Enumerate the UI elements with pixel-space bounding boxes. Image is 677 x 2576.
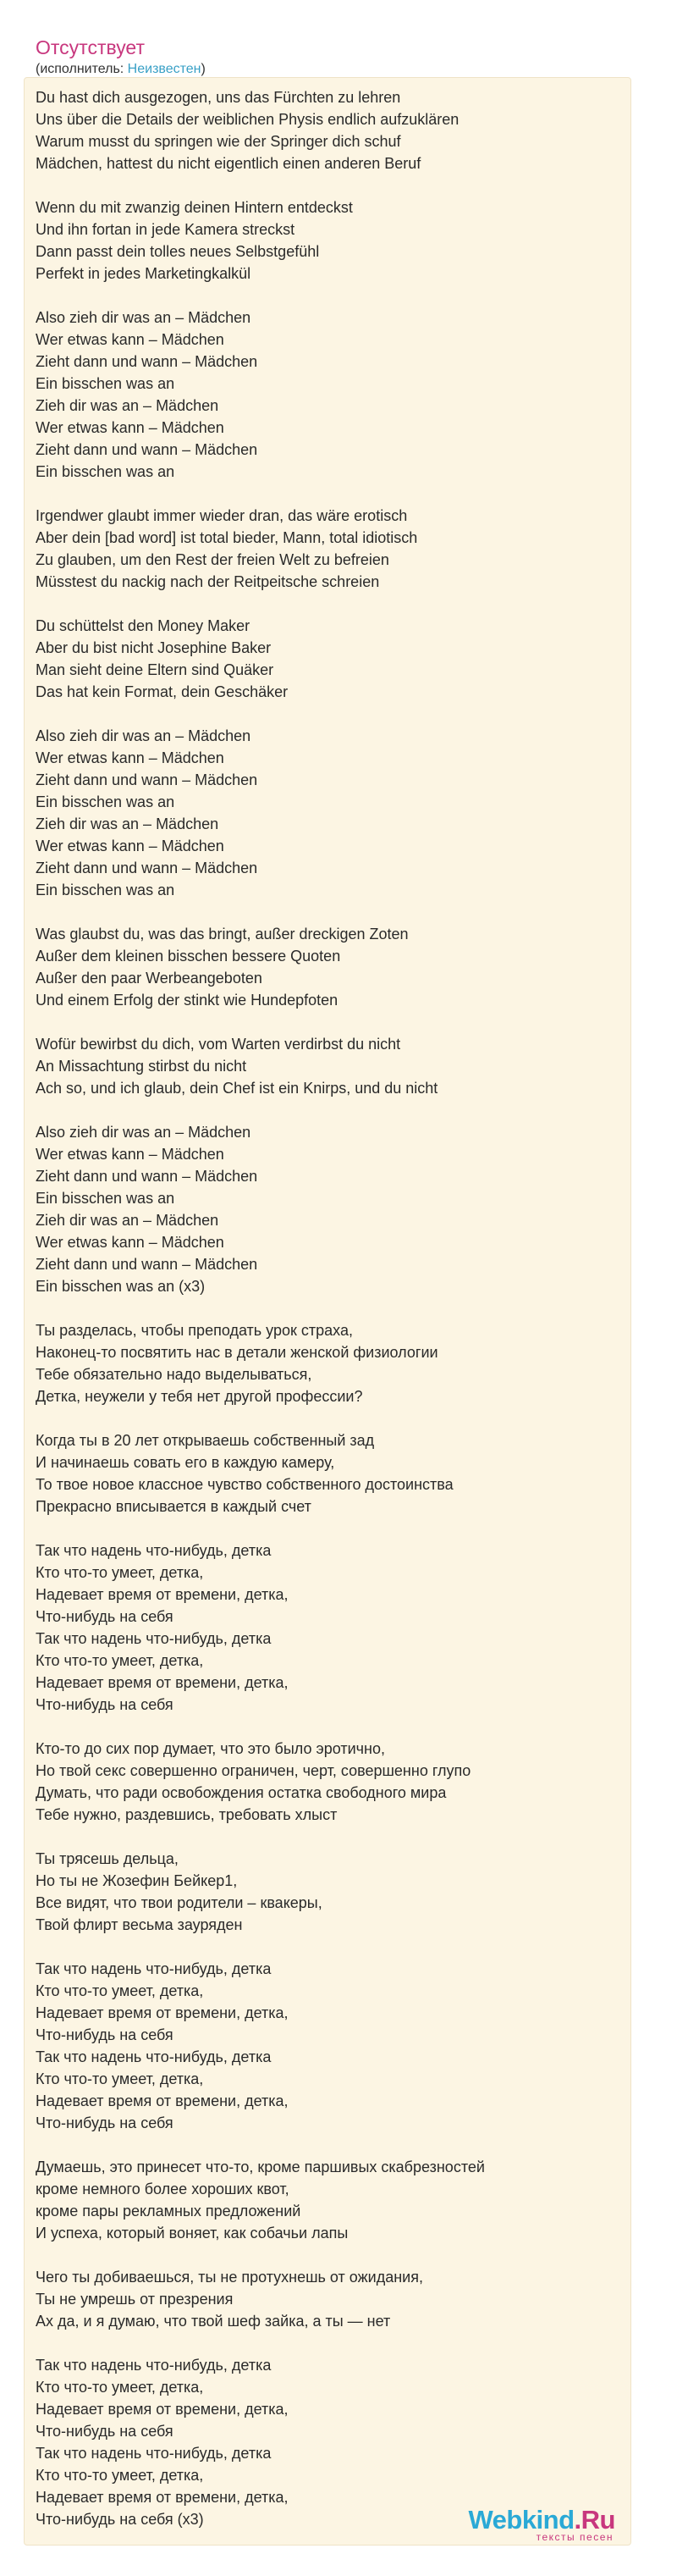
lyrics-line: И успеха, который воняет, как собачьи лапы [36, 2225, 349, 2242]
lyrics-line: Mädchen, hattest du nicht eigentlich einen anderen Beruf [36, 155, 421, 172]
lyrics-line: Что-нибудь на себя [36, 2026, 173, 2043]
lyrics-stanza [36, 307, 485, 483]
lyrics-line: Думаешь, это принесет что-то, кроме паршивых скабрезностей [36, 2159, 485, 2175]
lyrics-line: Zieht dann und wann – Mädchen [36, 1168, 258, 1185]
lyrics-line: Прекрасно вписывается в каждый счет [36, 1498, 311, 1515]
lyrics-line: Так что надень что-нибудь, детка [36, 2048, 272, 2065]
lyrics-line: Müsstest du nackig nach der Reitpeitsche schreien [36, 573, 380, 590]
lyrics-stanza [36, 86, 485, 174]
lyrics-line: Was glaubst du, was das bringt, außer dreckigen Zoten [36, 926, 409, 943]
lyrics-line: Но твой секс совершенно ограничен, черт, совершенно глупо [36, 1762, 471, 1779]
lyrics-stanza [36, 1738, 485, 1826]
lyrics-stanza [36, 1958, 485, 2134]
lyrics-stanza [36, 1848, 485, 1936]
lyrics-line: Zieh dir was an – Mädchen [36, 397, 219, 414]
lyrics-text [36, 86, 485, 2552]
lyrics-stanza [36, 505, 485, 593]
lyrics-line: Also zieh dir was an – Mädchen [36, 309, 251, 326]
lyrics-line: Wer etwas kann – Mädchen [36, 331, 224, 348]
lyrics-line: Außer den paar Werbeangeboten [36, 970, 262, 987]
lyrics-line: Das hat kein Format, dein Geschäker [36, 683, 289, 700]
lyrics-line: Zieht dann und wann – Mädchen [36, 441, 258, 458]
lyrics-line: Zieht dann und wann – Mädchen [36, 860, 258, 876]
lyrics-line: И начинаешь совать его в каждую камеру, [36, 1454, 335, 1471]
lyrics-line: Aber dein [bad word] ist total bieder, Mann, total idiotisch [36, 529, 418, 546]
lyrics-line: Und einem Erfolg der stinkt wie Hundepfoten [36, 992, 338, 1009]
lyrics-line: Ты трясешь дельца, [36, 1850, 179, 1867]
lyrics-stanza [36, 196, 485, 285]
lyrics-line: Кто что-то умеет, детка, [36, 1652, 204, 1669]
lyrics-line: Ах да, и я думаю, что твой шеф зайка, а ты — нет [36, 2313, 391, 2330]
song-title: Отсутствует [36, 36, 145, 58]
lyrics-line: Кто что-то умеет, детка, [36, 2379, 204, 2396]
lyrics-line: Zieht dann und wann – Mädchen [36, 771, 258, 788]
lyrics-line: Warum musst du springen wie der Springer dich schuf [36, 133, 401, 150]
lyrics-stanza [36, 725, 485, 901]
webkind-logo[interactable] [468, 2506, 615, 2543]
lyrics-line: Dann passt dein tolles neues Selbstgefühl [36, 243, 320, 260]
artist-link[interactable]: Неизвестен [127, 62, 201, 76]
lyrics-line: Но ты не Жозефин Бейкер1, [36, 1872, 238, 1889]
lyrics-line: Zu glauben, um den Rest der freien Welt zu befreien [36, 551, 389, 568]
artist-line [36, 61, 206, 78]
lyrics-line: Наконец-то посвятить нас в детали женской физиологии [36, 1344, 438, 1361]
lyrics-stanza [36, 923, 485, 1011]
lyrics-line: Кто-то до сих пор думает, что это было эротично, [36, 1740, 385, 1757]
lyrics-line: Что-нибудь на себя (x3) [36, 2511, 204, 2528]
lyrics-line: Wer etwas kann – Mädchen [36, 419, 224, 436]
lyrics-line: Ты разделась, чтобы преподать урок страха, [36, 1322, 353, 1339]
lyrics-line: Так что надень что-нибудь, детка [36, 2357, 272, 2374]
lyrics-stanza [36, 1540, 485, 1716]
lyrics-line: Ach so, und ich glaub, dein Chef ist ein Knirps, und du nicht [36, 1080, 438, 1097]
lyrics-line: Zieh dir was an – Mädchen [36, 815, 219, 832]
lyrics-line: Ты не умрешь от презрения [36, 2291, 234, 2308]
lyrics-line: Надевает время от времени, детка, [36, 2004, 289, 2021]
lyrics-line: Кто что-то умеет, детка, [36, 2467, 204, 2484]
lyrics-stanza [36, 2156, 485, 2244]
lyrics-line: Wer etwas kann – Mädchen [36, 1146, 224, 1163]
lyrics-stanza [36, 1429, 485, 1517]
lyrics-line: An Missachtung stirbst du nicht [36, 1058, 247, 1075]
lyrics-line: Что-нибудь на себя [36, 2114, 173, 2131]
lyrics-line: Надевает время от времени, детка, [36, 2489, 289, 2506]
lyrics-line: Zieht dann und wann – Mädchen [36, 353, 258, 370]
lyrics-line: Кто что-то умеет, детка, [36, 2070, 204, 2087]
logo-tagline: тексты песен [536, 2531, 614, 2543]
lyrics-stanza [36, 2266, 485, 2332]
lyrics-line: Du hast dich ausgezogen, uns das Fürchten zu lehren [36, 89, 401, 106]
lyrics-line: Твой флирт весьма зауряден [36, 1916, 243, 1933]
lyrics-line: Wenn du mit zwanzig deinen Hintern entdeckst [36, 199, 353, 216]
lyrics-line: Кто что-то умеет, детка, [36, 1982, 204, 1999]
lyrics-line: То твое новое классное чувство собственного достоинства [36, 1476, 454, 1493]
lyrics-line: Думать, что ради освобождения остатка свободного мира [36, 1784, 447, 1801]
song-header [36, 36, 206, 78]
logo-wordmark [468, 2506, 615, 2535]
lyrics-line: Так что надень что-нибудь, детка [36, 1542, 272, 1559]
lyrics-line: Und ihn fortan in jede Kamera streckst [36, 221, 295, 238]
artist-prefix: (исполнитель: [36, 62, 128, 76]
lyrics-stanza [36, 1033, 485, 1099]
lyrics-line: Ein bisschen was an [36, 882, 175, 898]
logo-dot: . [574, 2505, 581, 2535]
lyrics-line: Ein bisschen was an [36, 793, 175, 810]
lyrics-stanza [36, 2354, 485, 2530]
lyrics-line: Все видят, что твои родители – квакеры, [36, 1894, 322, 1911]
lyrics-box [24, 77, 631, 2546]
lyrics-line: Ein bisschen was an [36, 1190, 175, 1207]
lyrics-line: Wofür bewirbst du dich, vom Warten verdirbst du nicht [36, 1036, 401, 1053]
lyrics-line: Du schüttelst den Money Maker [36, 617, 250, 634]
lyrics-line: Так что надень что-нибудь, детка [36, 1960, 272, 1977]
lyrics-line: Тебе обязательно надо выделываться, [36, 1366, 312, 1383]
lyrics-line: Außer dem kleinen bisschen bessere Quoten [36, 948, 341, 965]
lyrics-line: кроме пары рекламных предложений [36, 2203, 301, 2219]
lyrics-line: Тебе нужно, раздевшись, требовать хлыст [36, 1806, 338, 1823]
lyrics-line: Wer etwas kann – Mädchen [36, 1234, 224, 1251]
lyrics-line: Man sieht deine Eltern sind Quäker [36, 661, 274, 678]
lyrics-line: Zieh dir was an – Mädchen [36, 1212, 219, 1229]
lyrics-line: Что-нибудь на себя [36, 1696, 173, 1713]
lyrics-line: Zieht dann und wann – Mädchen [36, 1256, 258, 1273]
logo-brand: Webkind [468, 2505, 575, 2535]
lyrics-line: Детка, неужели у тебя нет другой профессии? [36, 1388, 363, 1405]
lyrics-line: Надевает время от времени, детка, [36, 2092, 289, 2109]
lyrics-line: Ein bisschen was an [36, 463, 175, 480]
lyrics-line: Что-нибудь на себя [36, 2423, 173, 2440]
lyrics-line: Also zieh dir was an – Mädchen [36, 1124, 251, 1141]
artist-suffix: ) [201, 62, 206, 76]
lyrics-stanza [36, 1319, 485, 1407]
logo-tld: Ru [581, 2505, 615, 2535]
lyrics-stanza [36, 1121, 485, 1297]
lyrics-line: Что-нибудь на себя [36, 1608, 173, 1625]
lyrics-line: Also zieh dir was an – Mädchen [36, 727, 251, 744]
lyrics-line: Ein bisschen was an (x3) [36, 1278, 206, 1295]
lyrics-line: Так что надень что-нибудь, детка [36, 1630, 272, 1647]
lyrics-line: Wer etwas kann – Mädchen [36, 837, 224, 854]
lyrics-line: Uns über die Details der weiblichen Physis endlich aufzuklären [36, 111, 460, 128]
lyrics-line: кроме немного более хороших квот, [36, 2181, 289, 2197]
lyrics-line: Надевает время от времени, детка, [36, 1674, 289, 1691]
lyrics-stanza [36, 615, 485, 703]
lyrics-line: Кто что-то умеет, детка, [36, 1564, 204, 1581]
lyrics-line: Wer etwas kann – Mädchen [36, 749, 224, 766]
lyrics-line: Надевает время от времени, детка, [36, 1586, 289, 1603]
lyrics-line: Чего ты добиваешься, ты не протухнешь от ожидания, [36, 2269, 423, 2286]
lyrics-line: Perfekt in jedes Marketingkalkül [36, 265, 251, 282]
lyrics-line: Aber du bist nicht Josephine Baker [36, 639, 272, 656]
lyrics-line: Когда ты в 20 лет открываешь собственный зад [36, 1432, 375, 1449]
lyrics-line: Ein bisschen was an [36, 375, 175, 392]
lyrics-line: Так что надень что-нибудь, детка [36, 2445, 272, 2462]
lyrics-line: Надевает время от времени, детка, [36, 2401, 289, 2418]
lyrics-line: Irgendwer glaubt immer wieder dran, das wäre erotisch [36, 507, 408, 524]
